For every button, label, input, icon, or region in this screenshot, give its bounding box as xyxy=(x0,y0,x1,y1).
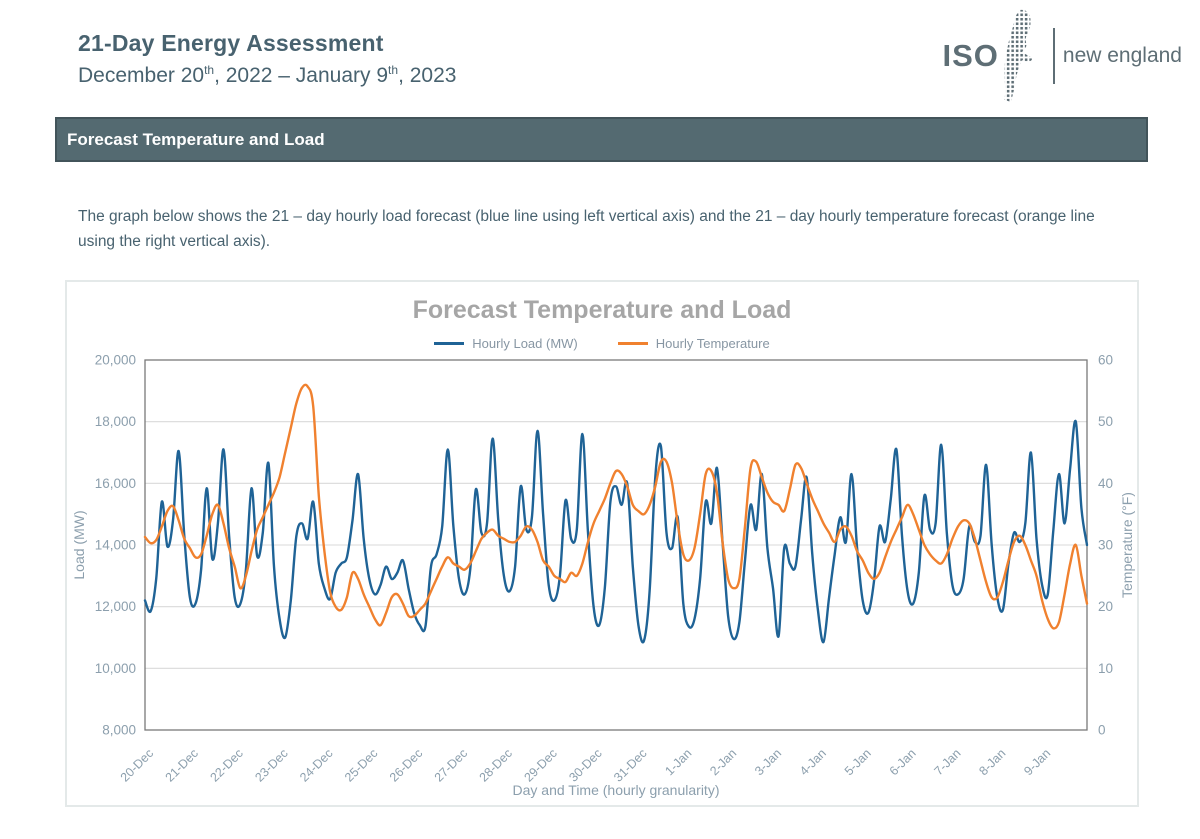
legend-item-load xyxy=(434,336,577,351)
x-tick-label: 9-Jan xyxy=(1021,746,1054,779)
logo-name-text: new england xyxy=(1062,44,1182,67)
y-left-tick-label: 12,000 xyxy=(94,599,136,615)
iso-new-england-logo xyxy=(942,8,1182,104)
y-axis-title-left: Load (MW) xyxy=(71,510,87,580)
legend-label-load: Hourly Load (MW) xyxy=(472,336,578,351)
y-left-tick-label: 8,000 xyxy=(102,722,136,738)
chart-title: Forecast Temperature and Load xyxy=(412,296,792,324)
report-header xyxy=(78,30,456,88)
y-right-tick-label: 50 xyxy=(1098,414,1114,430)
x-tick-label: 30-Dec xyxy=(566,746,605,785)
y-right-tick-label: 0 xyxy=(1098,722,1106,738)
y-right-tick-label: 40 xyxy=(1098,475,1114,491)
x-tick-label: 29-Dec xyxy=(521,746,560,785)
x-tick-label: 31-Dec xyxy=(611,746,650,785)
x-tick-label: 7-Jan xyxy=(931,746,964,779)
y-left-tick-label: 10,000 xyxy=(94,660,136,676)
chart-legend xyxy=(67,336,1137,351)
y-right-tick-label: 30 xyxy=(1098,537,1114,553)
logo-divider xyxy=(1053,28,1055,84)
subtitle-text: , 2023 xyxy=(398,64,457,87)
x-axis-title: Day and Time (hourly granularity) xyxy=(512,782,720,798)
x-tick-label: 5-Jan xyxy=(841,746,874,779)
subtitle-text: , 2022 – January 9 xyxy=(214,64,389,87)
y-left-tick-label: 18,000 xyxy=(94,414,136,430)
x-tick-label: 27-Dec xyxy=(431,746,471,785)
x-tick-label: 8-Jan xyxy=(976,746,1009,779)
y-left-tick-label: 16,000 xyxy=(94,475,136,491)
y-right-tick-label: 10 xyxy=(1098,660,1114,676)
page-title: 21-Day Energy Assessment xyxy=(78,30,384,56)
legend-item-temperature xyxy=(618,336,770,351)
series-line-load xyxy=(145,421,1087,642)
x-tick-label: 28-Dec xyxy=(476,746,515,785)
y-left-tick-label: 20,000 xyxy=(94,352,136,368)
subtitle-text: December 20 xyxy=(78,64,205,87)
x-tick-label: 26-Dec xyxy=(386,746,426,785)
subtitle-sup: th xyxy=(204,63,215,77)
x-tick-label: 3-Jan xyxy=(752,746,785,779)
page-subtitle xyxy=(78,63,456,88)
y-right-tick-label: 60 xyxy=(1098,352,1114,368)
x-tick-label: 23-Dec xyxy=(252,746,291,785)
x-tick-label: 22-Dec xyxy=(207,746,246,785)
x-tick-label: 4-Jan xyxy=(796,746,829,779)
y-axis-title-right: Temperature (°F) xyxy=(1119,492,1135,598)
x-tick-label: 21-Dec xyxy=(162,746,201,785)
x-tick-label: 2-Jan xyxy=(707,746,740,779)
temperature-line-swatch xyxy=(618,342,648,346)
y-right-tick-label: 20 xyxy=(1098,599,1114,615)
x-tick-label: 1-Jan xyxy=(662,746,695,779)
y-left-tick-label: 14,000 xyxy=(94,537,136,553)
new-england-map-icon xyxy=(993,9,1051,103)
section-banner: Forecast Temperature and Load xyxy=(55,117,1148,162)
x-tick-label: 6-Jan xyxy=(886,746,919,779)
forecast-chart xyxy=(67,282,1141,809)
x-tick-label: 25-Dec xyxy=(342,746,381,785)
chart-figure xyxy=(65,280,1139,807)
load-line-swatch xyxy=(434,342,464,346)
x-tick-label: 20-Dec xyxy=(117,746,157,785)
legend-label-temperature: Hourly Temperature xyxy=(655,336,770,351)
intro-paragraph: The graph below shows the 21 – day hourly load forecast (blue line using left vertical axis) and the 21 – day hourly temperature forecast (orange line using the right vertical axis). xyxy=(78,208,1095,250)
subtitle-sup: th xyxy=(388,63,399,77)
logo-iso-text: ISO xyxy=(942,38,999,73)
x-tick-label: 24-Dec xyxy=(297,746,336,785)
